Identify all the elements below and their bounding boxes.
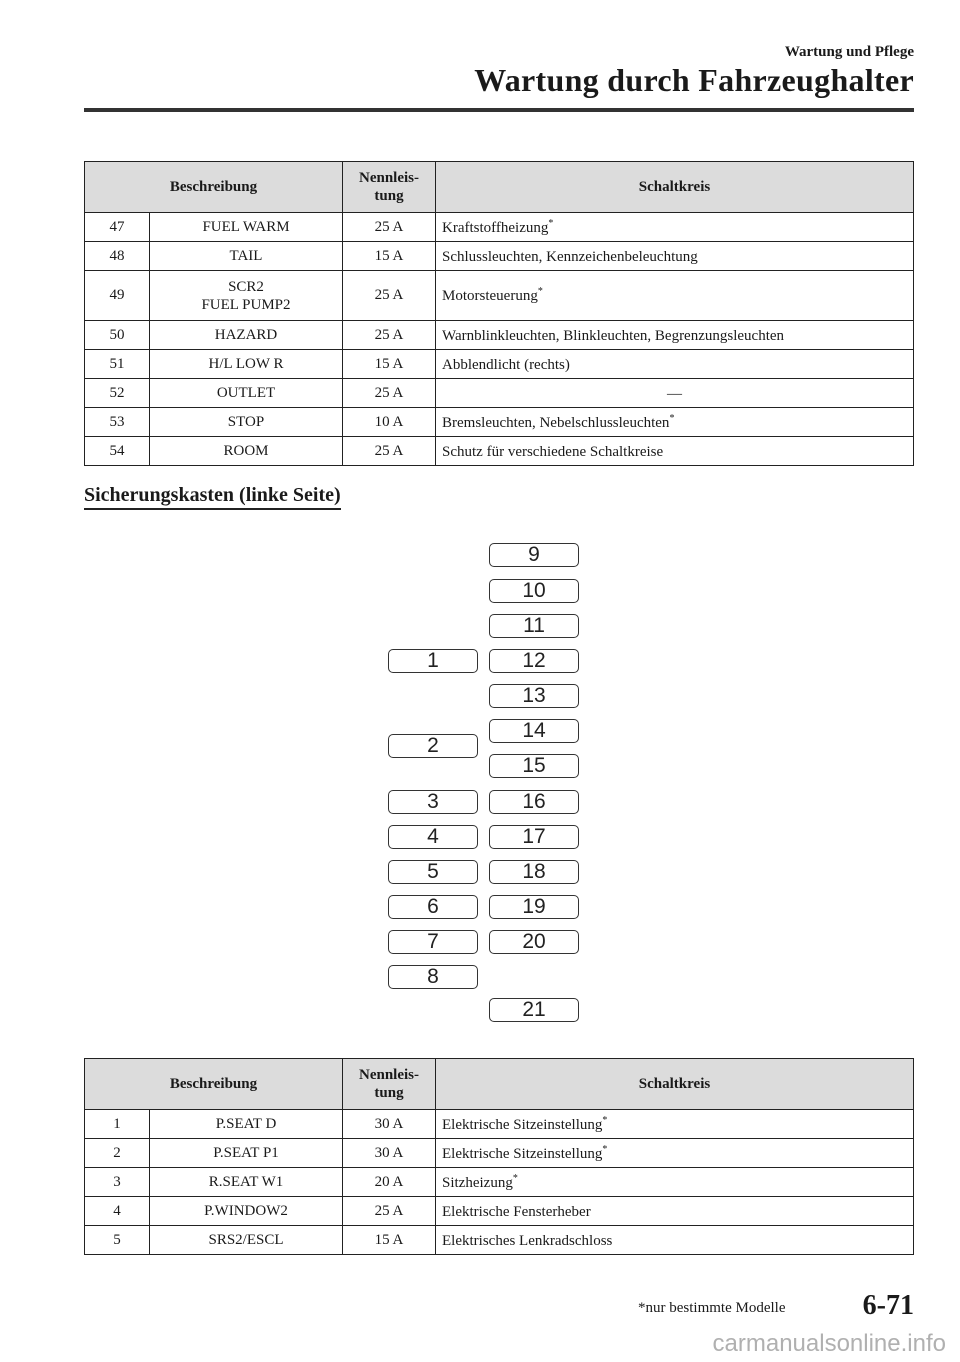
page-title: Wartung durch Fahrzeughalter (474, 62, 914, 98)
fuse-rating: 10 A (343, 408, 436, 437)
watermark: carmanualsonline.info (712, 1330, 946, 1357)
table-row (85, 1226, 914, 1255)
fuse-rating: 25 A (343, 271, 436, 321)
fuse-description: H/L LOW R (150, 350, 343, 379)
fuse-description: TAIL (150, 242, 343, 271)
fuse-description: HAZARD (150, 321, 343, 350)
fuse-circuit (436, 1197, 914, 1226)
fuse-description: SRS2/ESCL (150, 1226, 343, 1255)
fuse-description: P.WINDOW2 (150, 1197, 343, 1226)
fuse-slot: 20 (489, 930, 579, 954)
circuit-text: Elektrische Fensterheber (442, 1203, 591, 1220)
fuse-slot: 4 (388, 825, 478, 849)
fuse-circuit (436, 1226, 914, 1255)
header-description: Beschreibung (85, 162, 343, 213)
fuse-slot: 18 (489, 860, 579, 884)
fuse-rating: 25 A (343, 437, 436, 466)
fuse-slot: 19 (489, 895, 579, 919)
circuit-text: Schutz für verschiedene Schaltkreise (442, 443, 664, 460)
fuse-slot: 14 (489, 719, 579, 743)
footnote-star: * (669, 412, 675, 424)
fuse-description-line1: SCR2 (228, 278, 264, 295)
header-description: Beschreibung (85, 1059, 343, 1110)
circuit-text: Sitzheizung (442, 1174, 513, 1191)
header-rating-line2: tung (374, 188, 404, 204)
fuse-circuit (436, 213, 914, 242)
footnote-star: * (602, 1143, 608, 1155)
fuse-slot: 6 (388, 895, 478, 919)
fuse-table-left-box (84, 1058, 914, 1255)
fuse-rating: 15 A (343, 350, 436, 379)
fuse-slot: 3 (388, 790, 478, 814)
fuse-circuit (436, 350, 914, 379)
fuse-rating: 25 A (343, 1197, 436, 1226)
fuse-slot: 13 (489, 684, 579, 708)
fuse-number: 1 (85, 1110, 150, 1139)
circuit-text: Elektrische Sitzeinstellung (442, 1116, 603, 1133)
fuse-number: 51 (85, 350, 150, 379)
header-rating (343, 162, 436, 213)
fuse-slot: 17 (489, 825, 579, 849)
fuse-slot: 11 (489, 614, 579, 638)
header-rating-line1: Nennleis- (359, 170, 419, 186)
footnote-star: * (512, 1172, 518, 1184)
fuse-slot: 9 (489, 543, 579, 567)
fuse-number: 54 (85, 437, 150, 466)
header-rating (343, 1059, 436, 1110)
page-number: 6-71 (862, 1290, 914, 1321)
fuse-slot: 15 (489, 754, 579, 778)
table-header-row (85, 162, 914, 213)
circuit-text: Elektrische Sitzeinstellung (442, 1145, 603, 1162)
table-row (85, 1168, 914, 1197)
fuse-circuit (436, 321, 914, 350)
footnote-star: * (548, 217, 554, 229)
fuse-slot: 12 (489, 649, 579, 673)
fuse-description: OUTLET (150, 379, 343, 408)
table-row (85, 213, 914, 242)
fuse-rating: 15 A (343, 1226, 436, 1255)
footnote-star: * (602, 1114, 608, 1126)
fuse-number: 52 (85, 379, 150, 408)
header-rating-line1: Nennleis- (359, 1067, 419, 1083)
table-row (85, 437, 914, 466)
fuse-circuit (436, 408, 914, 437)
circuit-text: Motorsteuerung (442, 288, 538, 304)
fuse-slot: 10 (489, 579, 579, 603)
fuse-description-line2: FUEL PUMP2 (201, 296, 291, 313)
fuse-slot: 8 (388, 965, 478, 989)
header-rating-line2: tung (374, 1085, 404, 1101)
fuse-number: 3 (85, 1168, 150, 1197)
circuit-text: Kraftstoffheizung (442, 219, 549, 236)
table-row (85, 321, 914, 350)
fuse-slot: 5 (388, 860, 478, 884)
table-header-row (85, 1059, 914, 1110)
header-circuit: Schaltkreis (436, 1059, 914, 1110)
fuse-slot: 7 (388, 930, 478, 954)
table-row (85, 408, 914, 437)
fuse-description: STOP (150, 408, 343, 437)
fuse-circuit (436, 1139, 914, 1168)
fuse-rating: 30 A (343, 1110, 436, 1139)
fuse-circuit (436, 271, 914, 321)
fuse-description: R.SEAT W1 (150, 1168, 343, 1197)
fuse-slot: 1 (388, 649, 478, 673)
fuse-slot: 21 (489, 998, 579, 1022)
fuse-number: 47 (85, 213, 150, 242)
fuse-number: 4 (85, 1197, 150, 1226)
fuse-circuit (436, 242, 914, 271)
fuse-slot: 16 (489, 790, 579, 814)
fuse-rating: 20 A (343, 1168, 436, 1197)
circuit-text: Warnblinkleuchten, Blinkleuchten, Begrenzungsleuchten (442, 327, 785, 344)
fuse-number: 49 (85, 271, 150, 321)
fuse-number: 53 (85, 408, 150, 437)
fuse-description: ROOM (150, 437, 343, 466)
footnote-star: * (537, 286, 543, 297)
fuse-rating: 30 A (343, 1139, 436, 1168)
section-heading: Sicherungskasten (linke Seite) (84, 484, 341, 510)
footnote: *nur bestimmte Modelle (638, 1300, 786, 1316)
fuse-number: 48 (85, 242, 150, 271)
fuse-slot: 2 (388, 734, 478, 758)
circuit-text: Bremsleuchten, Nebelschlussleuchten (442, 414, 670, 431)
circuit-text: Schlussleuchten, Kennzeichenbeleuchtung (442, 248, 698, 265)
table-row (85, 1110, 914, 1139)
header-divider (84, 108, 914, 112)
header-circuit: Schaltkreis (436, 162, 914, 213)
circuit-text: — (667, 385, 682, 402)
fuse-rating: 25 A (343, 321, 436, 350)
fuse-circuit (436, 1110, 914, 1139)
fuse-description: FUEL WARM (150, 213, 343, 242)
fuse-description: P.SEAT P1 (150, 1139, 343, 1168)
table-row (85, 379, 914, 408)
chapter-title: Wartung und Pflege (784, 44, 914, 60)
fuse-rating: 15 A (343, 242, 436, 271)
fuse-circuit (436, 1168, 914, 1197)
fuse-number: 5 (85, 1226, 150, 1255)
fuse-description (150, 271, 343, 321)
fuse-description: P.SEAT D (150, 1110, 343, 1139)
fuse-rating: 25 A (343, 213, 436, 242)
table-row (85, 350, 914, 379)
circuit-text: Abblendlicht (rechts) (442, 356, 570, 373)
fuse-circuit (436, 437, 914, 466)
table-row (85, 1139, 914, 1168)
circuit-text: Elektrisches Lenkradschloss (442, 1232, 613, 1249)
table-row (85, 242, 914, 271)
fuse-number: 2 (85, 1139, 150, 1168)
table-row (85, 1197, 914, 1226)
fuse-rating: 25 A (343, 379, 436, 408)
fuse-table-main (84, 161, 914, 466)
table-row (85, 271, 914, 321)
fuse-circuit (436, 379, 914, 408)
fuse-number: 50 (85, 321, 150, 350)
